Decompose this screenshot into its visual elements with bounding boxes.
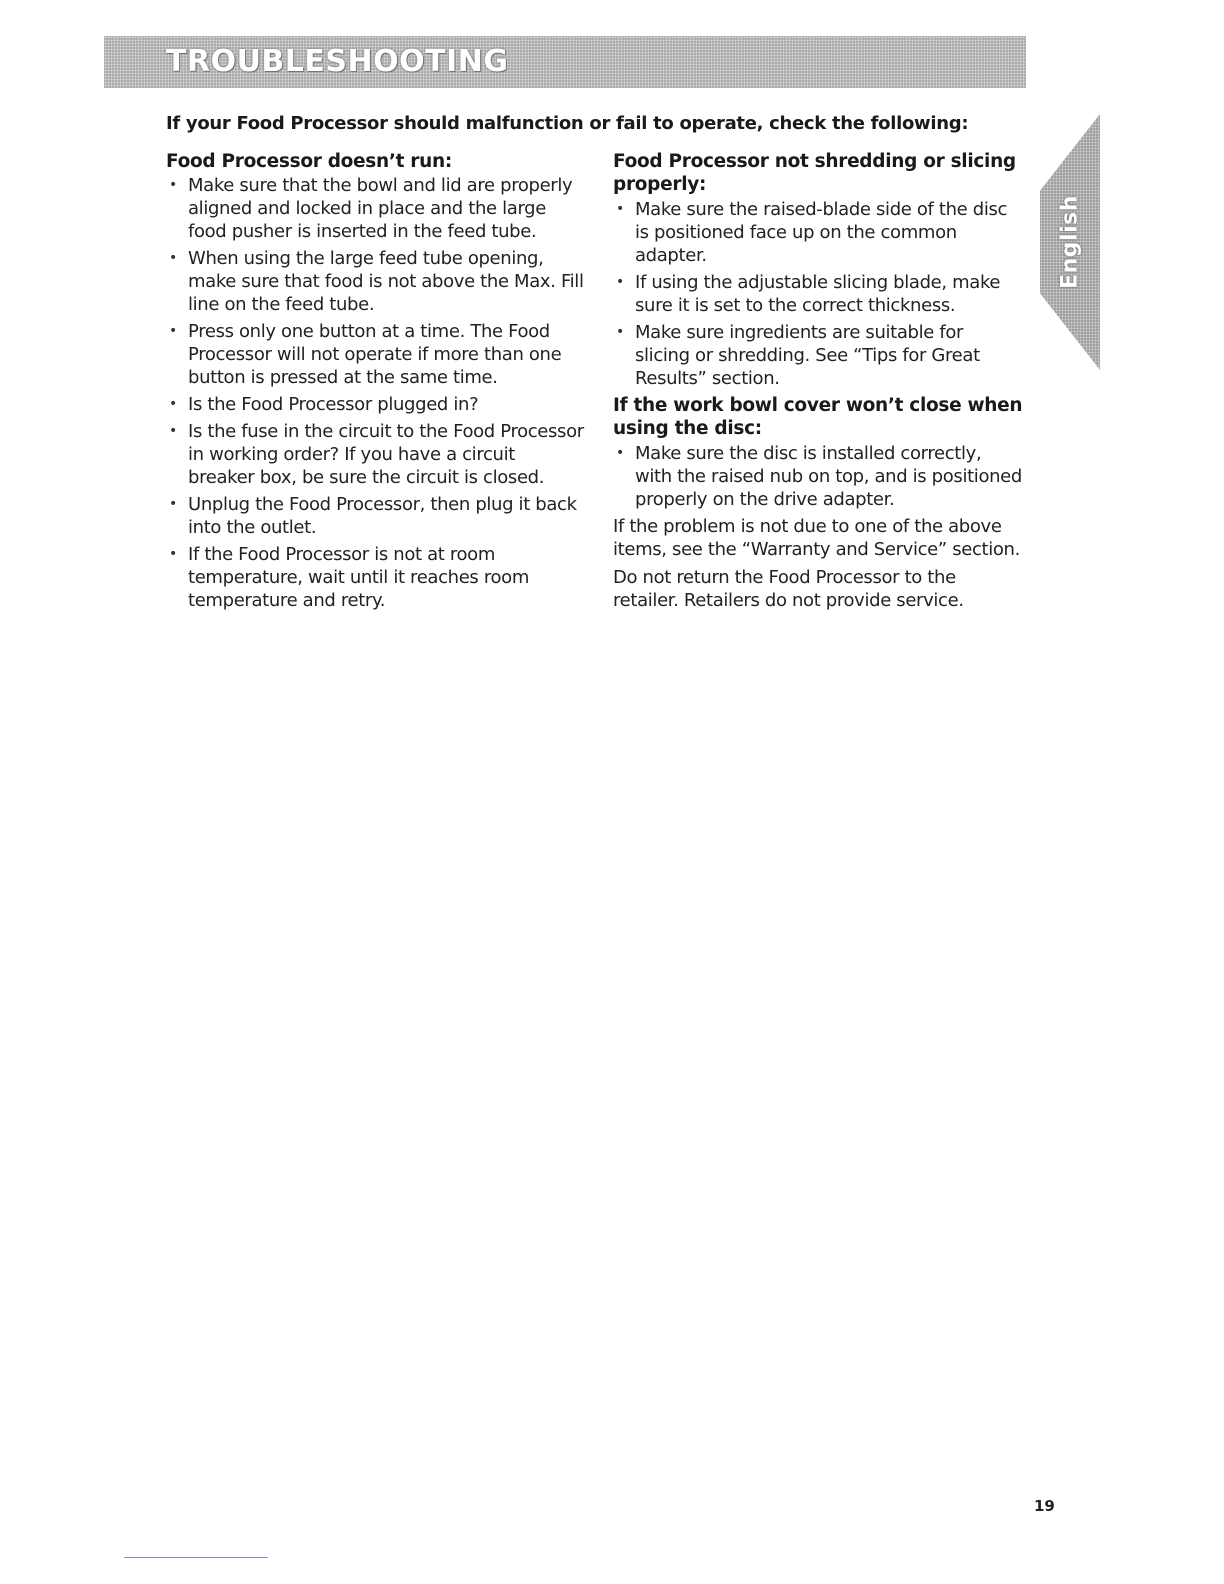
list-item: • Press only one button at a time. The Food Processor will not operate if more than one button is pressed at the same time. — [166, 320, 586, 389]
language-side-tab — [1040, 114, 1100, 370]
language-label: English — [1057, 195, 1083, 289]
doesnt-run-list — [166, 174, 586, 612]
list-item: • Is the fuse in the circuit to the Food Processor in working order? If you have a circuit breaker box, be sure the circuit is closed. — [166, 420, 586, 489]
section-heading-not-shredding: Food Processor not shredding or slicing properly: — [613, 151, 1016, 195]
list-item: • Make sure the disc is installed correctly, with the raised nub on top, and is positioned properly on the drive adapter. — [613, 442, 1023, 511]
list-item: • Make sure that the bowl and lid are properly aligned and locked in place and the large food pusher is inserted in the feed tube. — [166, 174, 586, 243]
list-item: • If the Food Processor is not at room temperature, wait until it reaches room temperature and retry. — [166, 543, 586, 612]
right-column — [613, 150, 1023, 617]
list-item: • Make sure ingredients are suitable for slicing or shredding. See “Tips for Great Results” section. — [613, 321, 1023, 390]
section-heading-cover-wont-close: If the work bowl cover won’t close when using the disc: — [613, 395, 1023, 439]
list-item: • When using the large feed tube opening, make sure that food is not above the Max. Fill line on the feed tube. — [166, 247, 586, 316]
cover-wont-close-list — [613, 442, 1023, 511]
section-header-bar — [104, 36, 1026, 88]
bottom-rule — [124, 1557, 268, 1558]
list-item: • Unplug the Food Processor, then plug it back into the outlet. — [166, 493, 586, 539]
list-item: • Make sure the raised-blade side of the disc is positioned face up on the common adapter. — [613, 198, 1023, 267]
intro-text: If your Food Processor should malfunction or fail to operate, check the following: — [166, 113, 969, 134]
not-shredding-list — [613, 198, 1023, 390]
section-heading-doesnt-run: Food Processor doesn’t run: — [166, 151, 452, 172]
list-item: • Is the Food Processor plugged in? — [166, 393, 586, 416]
page-number: 19 — [1034, 1497, 1055, 1515]
retailer-paragraph: Do not return the Food Processor to the retailer. Retailers do not provide service. — [613, 567, 964, 611]
page-title: TROUBLESHOOTING — [166, 44, 509, 79]
warranty-paragraph: If the problem is not due to one of the above items, see the “Warranty and Service” section. — [613, 516, 1020, 560]
left-column — [166, 150, 586, 616]
list-item: • If using the adjustable slicing blade, make sure it is set to the correct thickness. — [613, 271, 1023, 317]
